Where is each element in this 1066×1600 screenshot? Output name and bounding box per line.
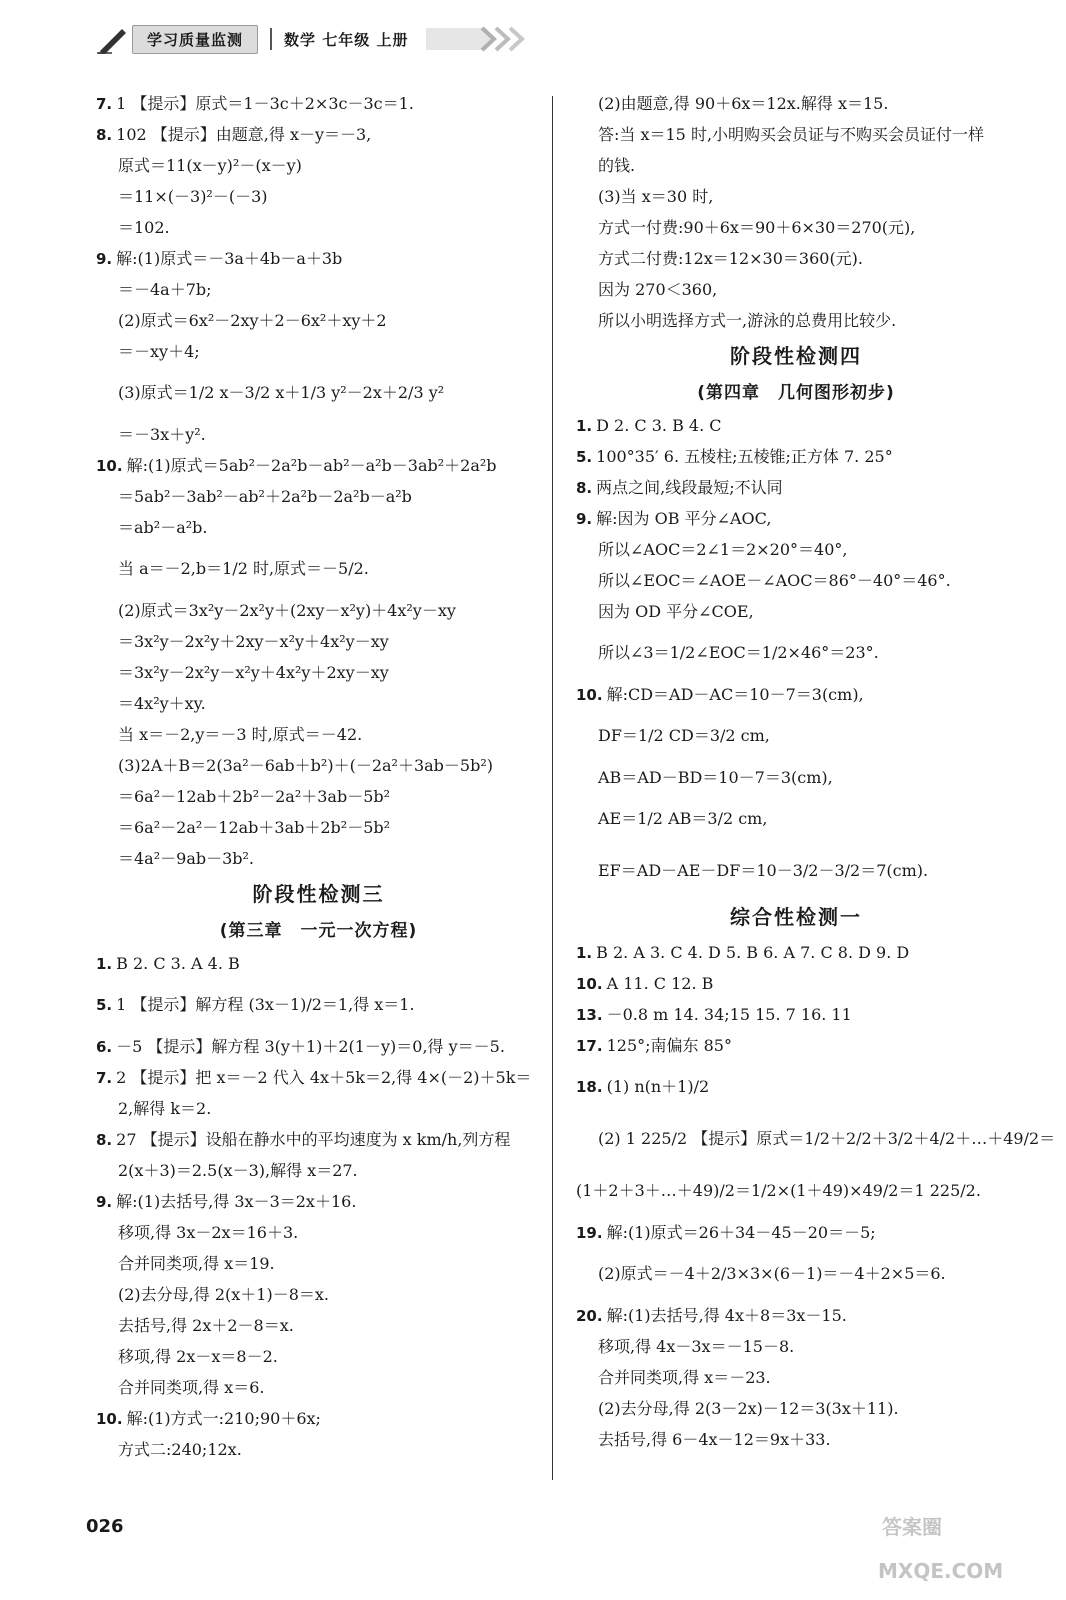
answer-line — [576, 845, 1016, 897]
question-number: 19. — [576, 1224, 603, 1242]
answer-line — [96, 1155, 541, 1186]
answer-text: 解:(1)方式一:210;90＋6x; — [126, 1409, 321, 1428]
answer-line — [96, 212, 541, 243]
answer-text: (2)由题意,得 90＋6x＝12x.解得 x＝15. — [598, 94, 889, 113]
answer-line — [96, 812, 541, 843]
answer-text: (2) 1 225/2 【提示】原式＝1/2＋2/2＋3/2＋4/2＋…＋49/2＝ — [598, 1129, 1056, 1148]
answer-text: ＝6a²－12ab＋2b²－2a²＋3ab－5b² — [118, 787, 391, 806]
answer-text: DF＝1/2 CD＝3/2 cm, — [598, 726, 770, 745]
answer-line — [576, 1300, 1016, 1331]
question-number: 8. — [96, 126, 113, 144]
answer-text: 1 【提示】解方程 (3x－1)/2＝1,得 x＝1. — [116, 995, 415, 1014]
answer-text: (3)当 x＝30 时, — [598, 187, 714, 206]
question-number: 5. — [96, 996, 113, 1014]
answer-line — [96, 419, 541, 450]
section-subheading: (第三章 一元一次方程) — [219, 921, 418, 941]
answer-text: (2)原式＝3x²y－2x²y＋(2xy－x²y)＋4x²y－xy — [118, 601, 456, 620]
answer-line — [576, 150, 1016, 181]
answer-text: (3)2A＋B＝2(3a²－6ab＋b²)＋(－2a²＋3ab－5b²) — [118, 756, 493, 775]
answer-line — [96, 512, 541, 543]
answer-line — [96, 481, 541, 512]
answer-text: 125°;南偏东 85° — [606, 1036, 732, 1055]
answer-text: AB＝AD－BD＝10－7＝3(cm), — [598, 768, 833, 787]
question-number: 10. — [96, 1410, 123, 1428]
question-number: 8. — [96, 1131, 113, 1149]
answer-line — [96, 1248, 541, 1279]
question-number: 13. — [576, 1006, 603, 1024]
answer-line — [576, 627, 1016, 679]
answer-text: EF＝AD－AE－DF＝10－3/2－3/2＝7(cm). — [598, 861, 929, 880]
answer-line — [576, 596, 1016, 627]
answer-line — [96, 1434, 541, 1465]
answer-text: ＝4x²y＋xy. — [118, 694, 206, 713]
answer-line — [96, 1186, 541, 1217]
answer-text: 移项,得 2x－x＝8－2. — [118, 1347, 278, 1366]
answer-text: A 11. C 12. B — [606, 974, 714, 993]
answer-text: 合并同类项,得 x＝6. — [118, 1378, 265, 1397]
answer-line — [576, 999, 1016, 1030]
watermark-logo — [872, 1490, 1042, 1590]
answer-line — [96, 274, 541, 305]
question-number: 8. — [576, 479, 593, 497]
answer-text: (1) n(n＋1)/2 — [606, 1077, 710, 1096]
answer-text: －5 【提示】解方程 3(y＋1)＋2(1－y)＝0,得 y＝－5. — [116, 1037, 505, 1056]
answer-line — [96, 336, 541, 367]
answer-line — [576, 1424, 1016, 1455]
answer-text: ＝102. — [118, 218, 170, 237]
answer-text: ＝－xy＋4; — [118, 342, 200, 361]
answer-text: 1 【提示】原式＝1－3c＋2×3c－3c＝1. — [116, 94, 414, 113]
answer-text: 解:(1)去括号,得 4x＋8＝3x－15. — [606, 1306, 847, 1325]
answer-text: －0.8 m 14. 34;15 15. 7 16. 11 — [606, 1005, 852, 1024]
section-heading: 阶段性检测三 — [252, 882, 385, 906]
answer-line — [576, 1217, 1016, 1248]
answer-line — [576, 88, 1016, 119]
answer-line — [96, 1124, 541, 1155]
answer-line — [96, 1062, 541, 1093]
answer-line — [576, 1165, 1016, 1217]
answer-line — [576, 793, 1016, 845]
answer-text: 所以∠AOC＝2∠1＝2×20°＝40°, — [598, 540, 848, 559]
answer-text: 解:(1)原式＝5ab²－2a²b－ab²－a²b－3ab²＋2a²b — [126, 456, 497, 475]
answer-line — [576, 710, 1016, 762]
answer-text: ＝3x²y－2x²y＋2xy－x²y＋4x²y－xy — [118, 632, 389, 651]
answer-line — [576, 968, 1016, 999]
answer-text: 所以∠EOC＝∠AOE－∠AOC＝86°－40°＝46°. — [598, 571, 951, 590]
answer-line — [576, 181, 1016, 212]
question-number: 9. — [96, 250, 113, 268]
question-number: 18. — [576, 1078, 603, 1096]
series-title: 学习质量监测 — [132, 25, 258, 54]
answer-line — [96, 1279, 541, 1310]
chevron-right-icon — [426, 24, 536, 54]
answer-text: 方式二:240;12x. — [118, 1440, 242, 1459]
answer-line — [576, 534, 1016, 565]
answer-text: 原式＝11(x－y)²－(x－y) — [118, 156, 302, 175]
answer-line — [96, 948, 541, 979]
answer-text: 方式二付费:12x＝12×30＝360(元). — [598, 249, 864, 268]
answer-text: ＝－4a＋7b; — [118, 280, 212, 299]
answer-text: AE＝1/2 AB＝3/2 cm, — [598, 809, 768, 828]
answer-text: ＝11×(－3)²－(－3) — [118, 187, 268, 206]
answer-line — [96, 1403, 541, 1434]
answer-line — [576, 212, 1016, 243]
answer-line — [96, 1310, 541, 1341]
answer-line — [96, 1217, 541, 1248]
answer-line — [576, 243, 1016, 274]
question-number: 6. — [96, 1038, 113, 1056]
answer-line — [96, 88, 541, 119]
question-number: 1. — [96, 955, 113, 973]
answer-text: D 2. C 3. B 4. C — [596, 416, 722, 435]
answer-line — [576, 119, 1016, 150]
answer-line — [576, 1113, 1056, 1165]
answer-line — [576, 441, 1016, 472]
answer-text: ＝ab²－a²b. — [118, 518, 208, 537]
answer-line — [96, 1341, 541, 1372]
answer-line — [576, 410, 1016, 441]
question-number: 1. — [576, 417, 593, 435]
section-heading: 综合性检测一 — [730, 905, 862, 929]
answer-text: B 2. A 3. C 4. D 5. B 6. A 7. C 8. D 9. D — [596, 943, 910, 962]
answer-line — [576, 305, 1016, 336]
answer-line — [576, 565, 1016, 596]
pencil-icon — [96, 24, 130, 54]
question-number: 10. — [576, 686, 603, 704]
answer-text: ＝4a²－9ab－3b². — [118, 849, 255, 868]
answer-text: (1＋2＋3＋…＋49)/2＝1/2×(1＋49)×49/2＝1 225/2. — [576, 1181, 981, 1200]
question-number: 5. — [576, 448, 593, 466]
answer-text: 100°35′ 6. 五棱柱;五棱锥;正方体 7. 25° — [596, 447, 893, 466]
answer-text: 解:CD＝AD－AC＝10－7＝3(cm), — [606, 685, 864, 704]
answer-text: 移项,得 3x－2x＝16＋3. — [118, 1223, 299, 1242]
answer-line — [576, 503, 1016, 534]
answer-line — [576, 1248, 1016, 1300]
answer-line — [96, 367, 541, 419]
answer-line — [96, 1372, 541, 1403]
answer-line — [96, 688, 541, 719]
answer-line — [576, 1030, 1016, 1061]
answer-line — [96, 781, 541, 812]
question-number: 17. — [576, 1037, 603, 1055]
column-divider — [552, 96, 553, 1480]
answer-line — [576, 472, 1016, 503]
answer-text: 去括号,得 6－4x－12＝9x＋33. — [598, 1430, 831, 1449]
answer-text: 两点之间,线段最短;不认同 — [596, 478, 783, 497]
answer-line — [96, 843, 541, 874]
answer-line — [96, 305, 541, 336]
answer-line — [576, 1331, 1016, 1362]
answer-text: (2)原式＝6x²－2xy＋2－6x²＋xy＋2 — [118, 311, 387, 330]
page-header — [96, 22, 536, 56]
answer-line — [576, 937, 1016, 968]
answer-line — [96, 450, 541, 481]
answer-text: 答:当 x＝15 时,小明购买会员证与不购买会员证付一样 — [598, 125, 985, 144]
answer-text: 合并同类项,得 x＝－23. — [598, 1368, 771, 1387]
answer-text: ＝3x²y－2x²y－x²y＋4x²y＋2xy－xy — [118, 663, 389, 682]
answer-text: 方式一付费:90＋6x＝90＋6×30＝270(元), — [598, 218, 916, 237]
answer-line — [96, 719, 541, 750]
answer-text: 移项,得 4x－3x＝－15－8. — [598, 1337, 795, 1356]
question-number: 9. — [576, 510, 593, 528]
answer-line — [576, 274, 1016, 305]
answer-text: (2)去分母,得 2(3－2x)－12＝3(3x＋11). — [598, 1399, 899, 1418]
answer-line — [96, 543, 541, 595]
answer-text: 2(x＋3)＝2.5(x－3),解得 x＝27. — [118, 1161, 358, 1180]
answer-line — [96, 657, 541, 688]
answer-line — [96, 243, 541, 274]
question-number: 20. — [576, 1307, 603, 1325]
answer-text: ＝6a²－2a²－12ab＋3ab＋2b²－5b² — [118, 818, 391, 837]
question-number: 10. — [576, 975, 603, 993]
question-number: 9. — [96, 1193, 113, 1211]
answer-line — [96, 150, 541, 181]
answer-text: (2)去分母,得 2(x＋1)－8＝x. — [118, 1285, 329, 1304]
answer-text: 解:因为 OB 平分∠AOC, — [596, 509, 772, 528]
answer-line — [576, 679, 1016, 710]
answer-text: 因为 OD 平分∠COE, — [598, 602, 754, 621]
answer-line — [96, 626, 541, 657]
answer-line — [96, 119, 541, 150]
answer-line — [96, 595, 541, 626]
answer-line — [96, 1031, 541, 1062]
question-number: 10. — [96, 457, 123, 475]
header-divider — [270, 28, 272, 50]
watermark-line1: 答案圈 — [882, 1515, 942, 1539]
answer-line — [576, 762, 1016, 793]
answer-text: 解:(1)原式＝26＋34－45－20＝－5; — [606, 1223, 876, 1242]
question-number: 1. — [576, 944, 593, 962]
answer-text: 27 【提示】设船在静水中的平均速度为 x km/h,列方程 — [116, 1130, 511, 1149]
page-number: 026 — [86, 1516, 124, 1537]
answer-text: 合并同类项,得 x＝19. — [118, 1254, 275, 1273]
answer-text: 解:(1)原式＝－3a＋4b－a＋3b — [116, 249, 343, 268]
answer-text: 的钱. — [598, 156, 636, 175]
answer-text: 所以小明选择方式一,游泳的总费用比较少. — [598, 311, 897, 330]
left-column — [96, 88, 541, 1465]
answer-text: 当 a＝－2,b＝1/2 时,原式＝－5/2. — [118, 559, 369, 578]
book-info: 数学 七年级 上册 — [284, 30, 409, 49]
answer-text: 所以∠3＝1/2∠EOC＝1/2×46°＝23°. — [598, 643, 879, 662]
answer-line — [576, 1061, 1016, 1113]
answer-text: B 2. C 3. A 4. B — [116, 954, 240, 973]
answer-text: 去括号,得 2x＋2－8＝x. — [118, 1316, 294, 1335]
question-number: 7. — [96, 95, 113, 113]
answer-text: 2,解得 k＝2. — [118, 1099, 212, 1118]
watermark-line2: MXQE.COM — [878, 1559, 1004, 1583]
right-column — [576, 88, 1056, 1455]
answer-line — [96, 750, 541, 781]
section-subheading: (第四章 几何图形初步) — [697, 383, 895, 403]
answer-text: 102 【提示】由题意,得 x－y＝－3, — [116, 125, 372, 144]
answer-text: 因为 270＜360, — [598, 280, 718, 299]
answer-text: (2)原式＝－4＋2/3×3×(6－1)＝－4＋2×5＝6. — [598, 1264, 946, 1283]
answer-text: (3)原式＝1/2 x－3/2 x＋1/3 y²－2x＋2/3 y² — [118, 383, 445, 402]
answer-line — [96, 979, 541, 1031]
answer-line — [576, 1393, 1016, 1424]
answer-line — [576, 1362, 1016, 1393]
answer-line — [96, 181, 541, 212]
answer-text: 当 x＝－2,y＝－3 时,原式＝－42. — [118, 725, 363, 744]
answer-text: ＝5ab²－3ab²－ab²＋2a²b－2a²b－a²b — [118, 487, 412, 506]
answer-line — [96, 1093, 541, 1124]
section-heading: 阶段性检测四 — [730, 344, 862, 368]
answer-text: 解:(1)去括号,得 3x－3＝2x＋16. — [116, 1192, 357, 1211]
answer-text: ＝－3x＋y². — [118, 425, 206, 444]
question-number: 7. — [96, 1069, 113, 1087]
answer-text: 2 【提示】把 x＝－2 代入 4x＋5k＝2,得 4×(－2)＋5k＝ — [116, 1068, 532, 1087]
